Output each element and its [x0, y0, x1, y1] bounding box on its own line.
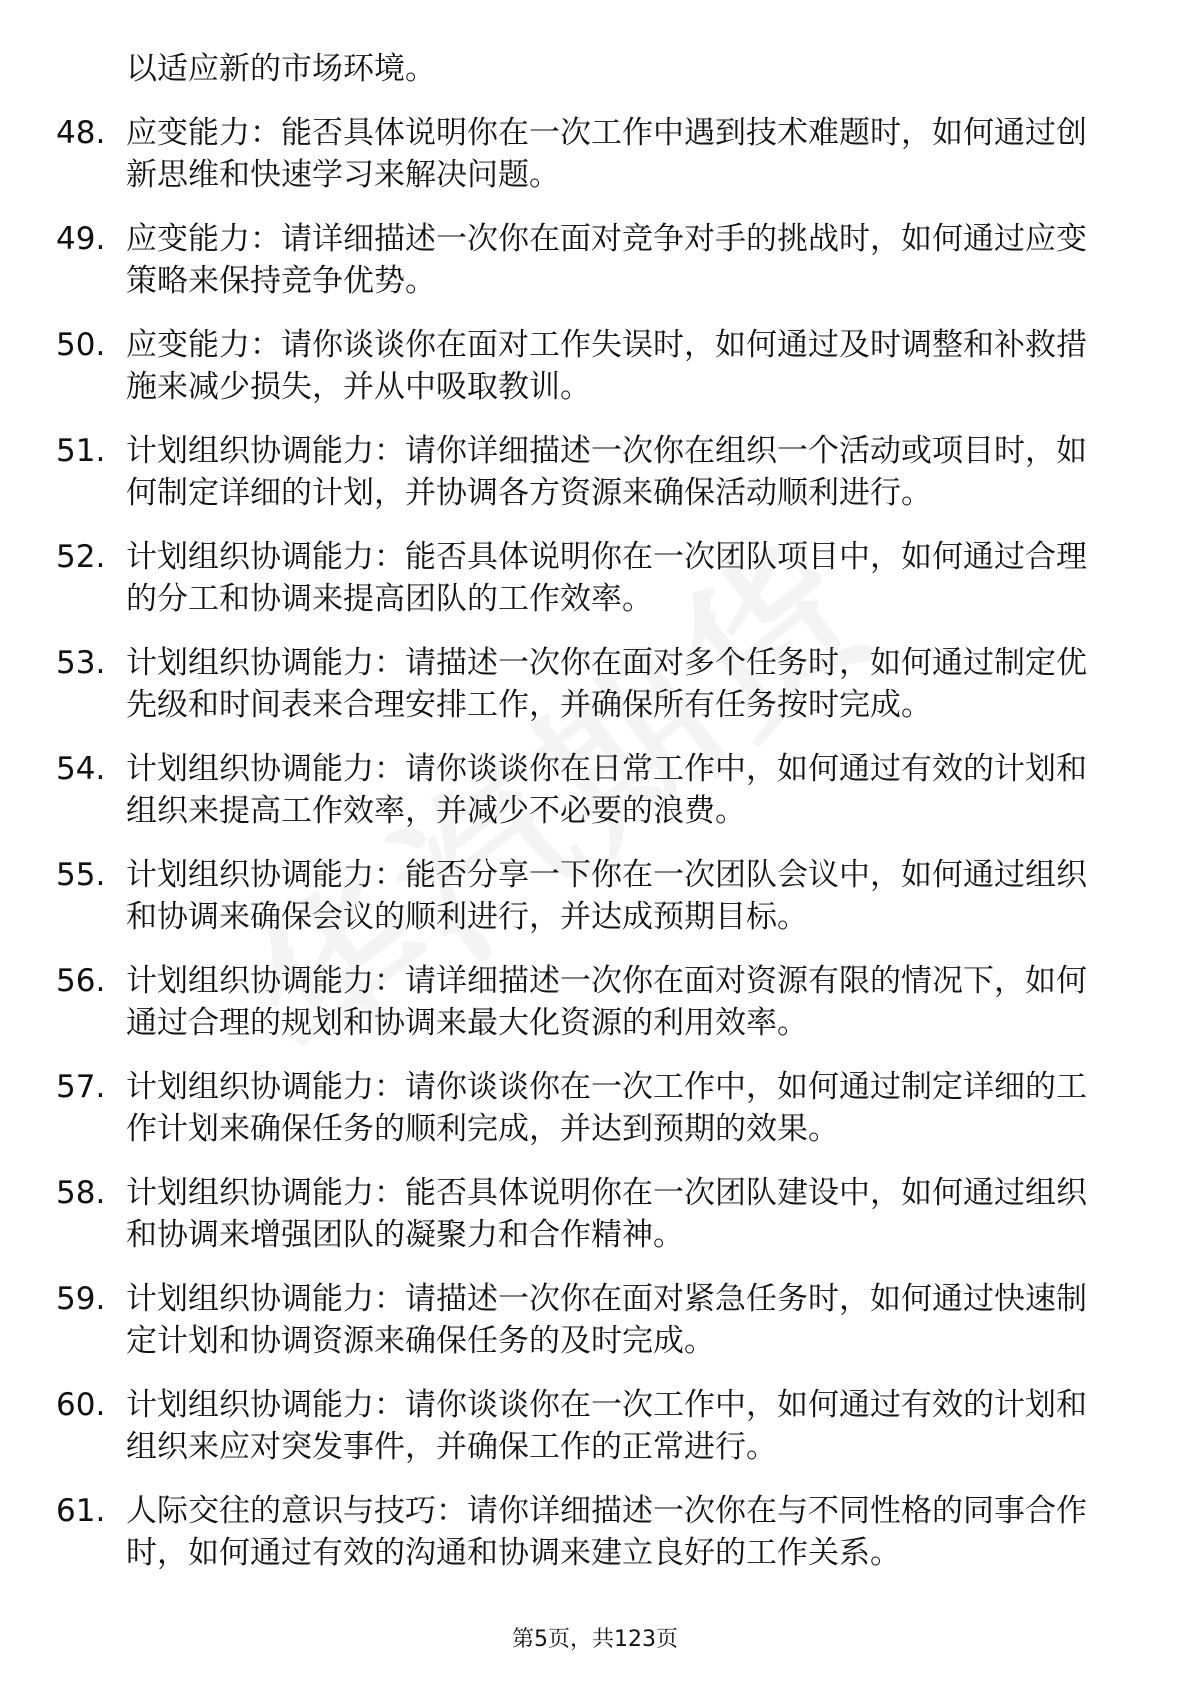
item-text: 计划组织协调能力：请详细描述一次你在面对资源有限的情况下，如何通过合理的规划和协调来最大化资源的利用效率。 [126, 963, 1087, 1041]
item-text: 应变能力：请详细描述一次你在面对竞争对手的挑战时，如何通过应变策略来保持竞争优势。 [126, 221, 1087, 299]
item-number: 58. [56, 1175, 106, 1211]
list-item [56, 642, 1116, 726]
item-number: 55. [56, 857, 106, 893]
list-item [56, 854, 1116, 938]
item-number: 51. [56, 433, 106, 469]
continuation-text: 以适应新的市场环境。 [126, 51, 436, 87]
item-text: 计划组织协调能力：请你详细描述一次你在组织一个活动或项目时，如何制定详细的计划，并协调各方资源来确保活动顺利进行。 [126, 433, 1087, 511]
item-text: 计划组织协调能力：请你谈谈你在一次工作中，如何通过制定详细的工作计划来确保任务的顺利完成，并达到预期的效果。 [126, 1069, 1087, 1147]
item-number: 52. [56, 539, 106, 575]
item-text: 计划组织协调能力：请描述一次你在面对多个任务时，如何通过制定优先级和时间表来合理安排工作，并确保所有任务按时完成。 [126, 645, 1087, 723]
list-item [56, 430, 1116, 514]
list-item [56, 1066, 1116, 1150]
item-number: 49. [56, 221, 106, 257]
list-item [56, 218, 1116, 302]
item-text: 人际交往的意识与技巧：请你详细描述一次你在与不同性格的同事合作时，如何通过有效的沟通和协调来建立良好的工作关系。 [126, 1493, 1087, 1571]
item-number: 48. [56, 115, 106, 151]
item-number: 60. [56, 1387, 106, 1423]
item-text: 计划组织协调能力：请你谈谈你在日常工作中，如何通过有效的计划和组织来提高工作效率，并减少不必要的浪费。 [126, 751, 1087, 829]
list-item [56, 1278, 1116, 1362]
list-item [56, 536, 1116, 620]
item-number: 53. [56, 645, 106, 681]
item-number: 57. [56, 1069, 106, 1105]
item-text: 计划组织协调能力：能否具体说明你在一次团队建设中，如何通过组织和协调来增强团队的凝聚力和合作精神。 [126, 1175, 1087, 1253]
list-item [56, 112, 1116, 196]
item-number: 56. [56, 963, 106, 999]
item-text: 应变能力：能否具体说明你在一次工作中遇到技术难题时，如何通过创新思维和快速学习来解决问题。 [126, 115, 1087, 193]
item-text: 计划组织协调能力：请你谈谈你在一次工作中，如何通过有效的计划和组织来应对突发事件，并确保工作的正常进行。 [126, 1387, 1087, 1465]
item-number: 59. [56, 1281, 106, 1317]
item-text: 计划组织协调能力：能否分享一下你在一次团队会议中，如何通过组织和协调来确保会议的顺利进行，并达成预期目标。 [126, 857, 1087, 935]
item-number: 54. [56, 751, 106, 787]
item-number: 50. [56, 327, 106, 363]
list-item [56, 1384, 1116, 1468]
list-item [56, 1490, 1116, 1574]
question-list [56, 48, 1116, 1596]
list-item [56, 748, 1116, 832]
item-text: 应变能力：请你谈谈你在面对工作失误时，如何通过及时调整和补救措施来减少损失，并从中吸取教训。 [126, 327, 1087, 405]
list-item [56, 960, 1116, 1044]
list-item [56, 324, 1116, 408]
item-text: 计划组织协调能力：请描述一次你在面对紧急任务时，如何通过快速制定计划和协调资源来确保任务的及时完成。 [126, 1281, 1087, 1359]
page-footer: 第5页，共123页 [512, 1627, 678, 1652]
item-number: 61. [56, 1493, 106, 1529]
list-item [56, 1172, 1116, 1256]
item-text: 计划组织协调能力：能否具体说明你在一次团队项目中，如何通过合理的分工和协调来提高团队的工作效率。 [126, 539, 1087, 617]
